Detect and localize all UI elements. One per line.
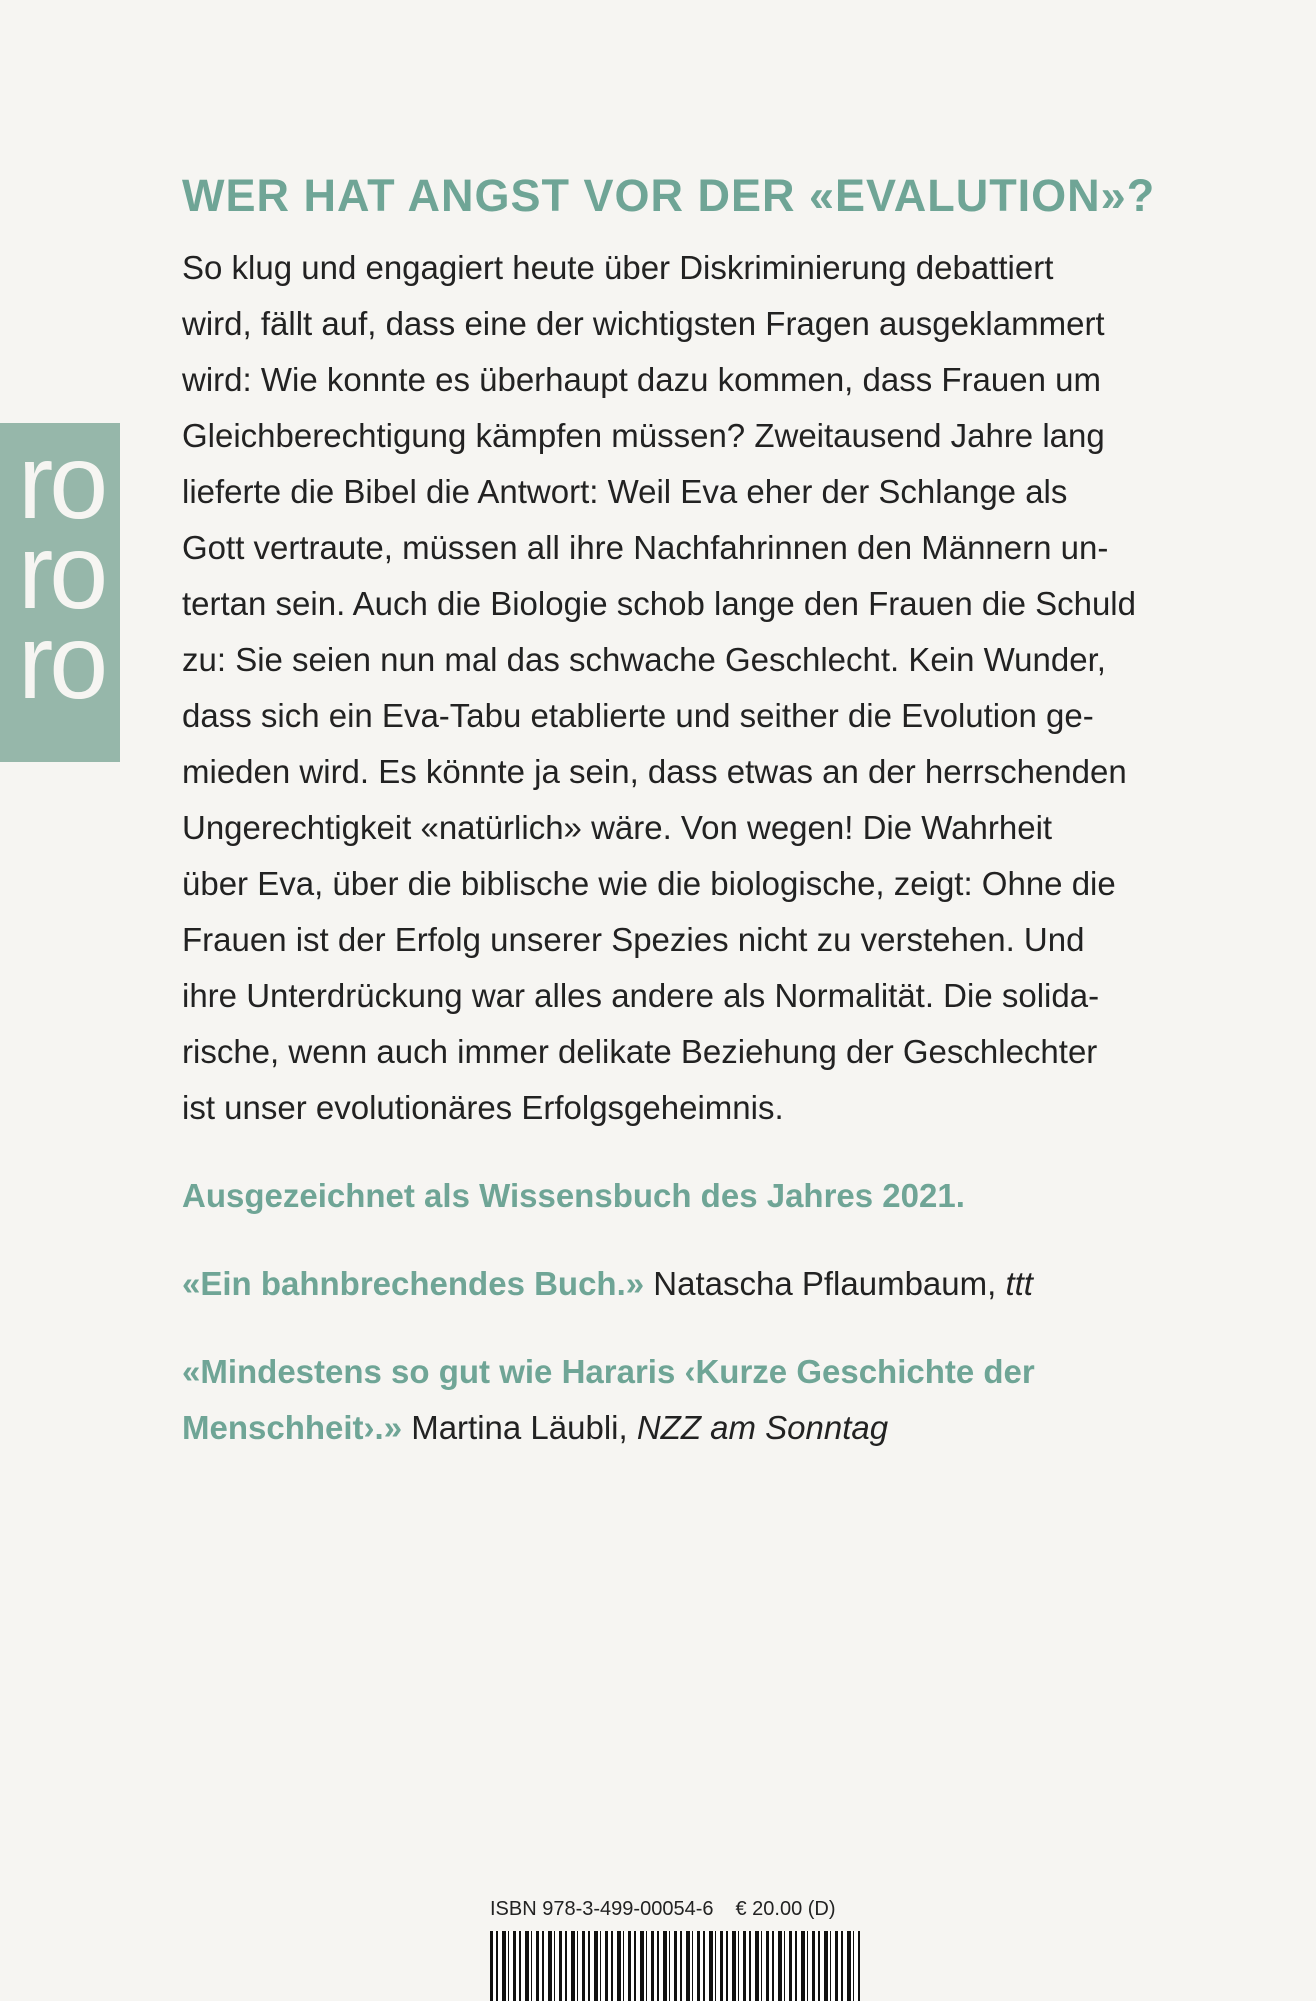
blurb-line: wird, fällt auf, dass eine der wichtigsten Fragen ausgeklammert [182,305,1105,342]
blurb-line: rische, wenn auch immer delikate Beziehung der Geschlechter [182,1033,1098,1070]
price-label: € 20.00 (D) [735,1898,836,1920]
blurb-line: Ungerechtigkeit «natürlich» wäre. Von wegen! Die Wahrheit [182,809,1053,846]
quote-text: Menschheit›.» [182,1409,403,1446]
blurb-line: lieferte die Bibel die Antwort: Weil Eva eher der Schlange als [182,473,1068,510]
quote-text: «Mindestens so gut wie Hararis ‹Kurze Geschichte der [182,1353,1035,1390]
publisher-logo [0,423,120,762]
review-quote-line [182,1256,1192,1312]
blurb-line: mieden wird. Es könnte ja sein, dass etwas an der herrschenden [182,753,1127,790]
isbn-number: ISBN 978-3-499-00054-6 [490,1898,714,1920]
logo-text-line-1: ro [18,423,105,541]
blurb-line: Gleichberechtigung kämpfen müssen? Zweitausend Jahre lang [182,417,1105,454]
isbn-price-row [490,1895,880,1923]
blurb-line: zu: Sie seien nun mal das schwache Geschlecht. Kein Wunder, [182,641,1106,678]
review-quote-1 [182,1256,1192,1312]
quote-publication: NZZ am Sonntag [636,1409,889,1446]
logo-text-line-2: ro [18,513,105,631]
barcode-image [490,1931,860,2001]
quote-text: «Ein bahnbrechendes Buch.» [182,1265,645,1302]
blurb-line: wird: Wie konnte es überhaupt dazu kommen, dass Frauen um [182,361,1101,398]
blurb-line: über Eva, über die biblische wie die biologische, zeigt: Ohne die [182,865,1116,902]
blurb-line: So klug und engagiert heute über Diskriminierung debattiert [182,249,1054,286]
blurb-line: dass sich ein Eva-Tabu etablierte und seither die Evolution ge- [182,697,1094,734]
award-note: Ausgezeichnet als Wissensbuch des Jahres 2021. [182,1177,965,1214]
blurb-paragraph [182,240,1192,1136]
quote-author: Natascha Pflaumbaum, [644,1265,1006,1302]
back-cover-content [182,166,1192,1456]
quote-publication: ttt [1005,1265,1033,1302]
blurb-line: tertan sein. Auch die Biologie schob lange den Frauen die Schuld [182,585,1136,622]
blurb-line: ihre Unterdrückung war alles andere als Normalität. Die solida- [182,977,1100,1014]
blurb-line: ist unser evolutionäres Erfolgsgeheimnis. [182,1089,784,1126]
review-quote-line [182,1400,1192,1456]
blurb-line: Frauen ist der Erfolg unserer Spezies nicht zu verstehen. Und [182,921,1085,958]
barcode-section [490,1895,880,2000]
headline: WER HAT ANGST VOR DER «EVALUTION»? [182,170,1156,221]
review-quote-line [182,1344,1192,1400]
logo-text-line-3: ro [18,603,105,721]
review-quote-2 [182,1344,1192,1456]
blurb-line: Gott vertraute, müssen all ihre Nachfahrinnen den Männern un- [182,529,1109,566]
quote-author: Martina Läubli, [402,1409,637,1446]
